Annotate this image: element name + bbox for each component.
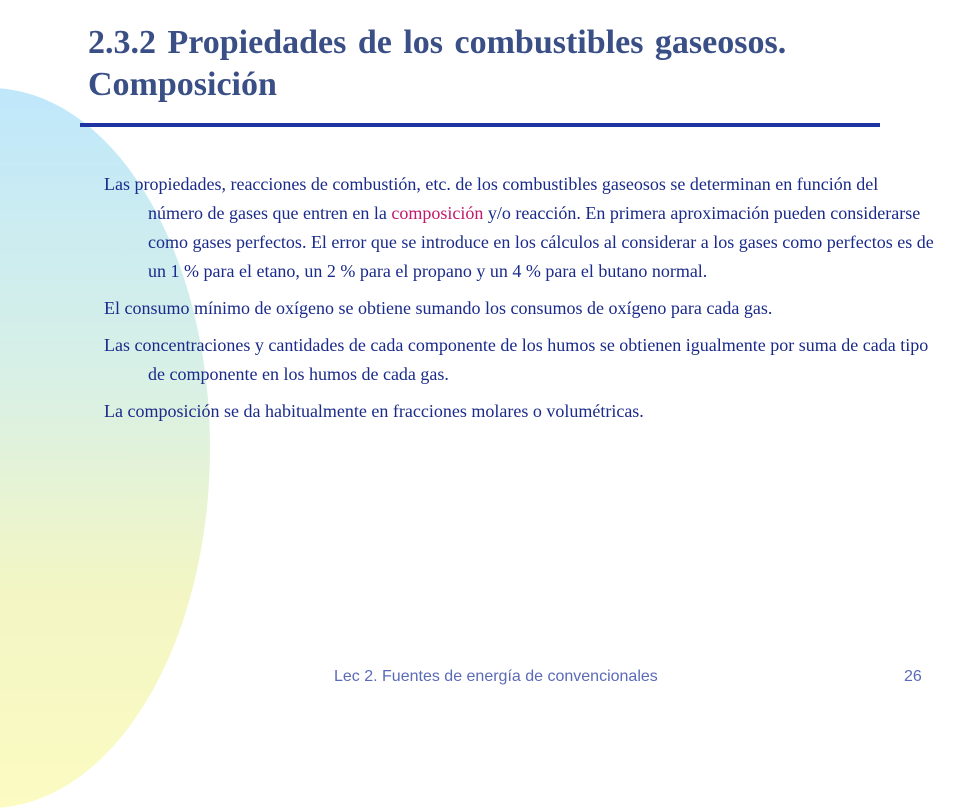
paragraph-1-text-end: y/o reacción. En primera aproximación pueden considerarse como gases perfectos. El error que se introduce en los cálculos al considerar a los gases como perfectos es de un 1 % para el etano, un 2 % para el propano y un 4 % para el butano normal. <box>148 203 934 281</box>
paragraph-3: Las concentraciones y cantidades de cada componente de los humos se obtienen igualmente por suma de cada tipo de componente en los humos de cada gas. <box>104 335 929 384</box>
page-number: 26 <box>904 668 922 685</box>
slide-body <box>104 170 934 434</box>
paragraph-4: La composición se da habitualmente en fracciones molares o volumétricas. <box>104 401 644 421</box>
paragraph-2: El consumo mínimo de oxígeno se obtiene sumando los consumos de oxígeno para cada gas. <box>104 298 773 318</box>
slide-title: 2.3.2 Propiedades de los combustibles gaseosos. Composición <box>88 24 787 103</box>
paragraph-1-text-start: Las propiedades, reacciones de combustión, etc. de los combustibles gaseosos se determinan en función del número de gases que entren en la <box>104 174 879 223</box>
title-underline <box>80 123 880 127</box>
highlighted-term: composición <box>391 203 484 223</box>
paragraph-1 <box>104 170 934 286</box>
footer-lecture-title: Lec 2. Fuentes de energía de convencionales <box>334 668 658 685</box>
